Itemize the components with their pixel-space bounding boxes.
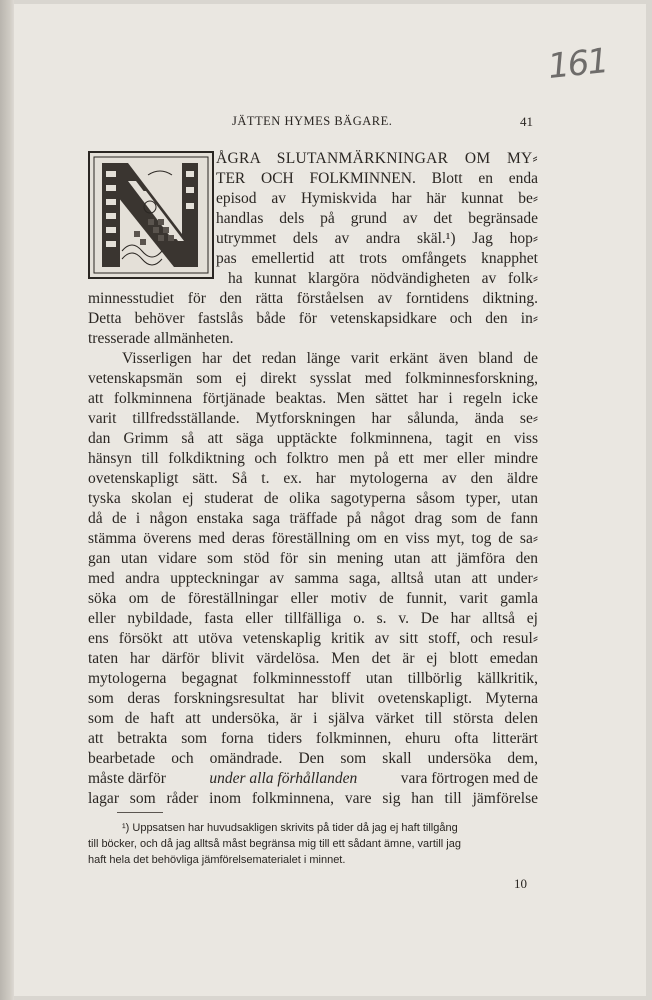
body-line: lagar som råder inom folkminnena, vare sig han till jämförelse (88, 790, 538, 807)
body-line: ha kunnat klargöra nödvändigheten av folk⸗ (228, 270, 538, 287)
body-line: episod av Hymiskvida har här kunnat be⸗ (216, 190, 538, 207)
footnote-line: haft hela det behövliga jämförelsematerialet i minnet. (88, 854, 346, 866)
body-line: att folkminnena förtjänade beaktas. Men sättet har i regeln icke (88, 390, 538, 407)
body-line: taten har därför blivit värdelösa. Men det är ej blott emedan (88, 650, 538, 667)
body-line: gan utan vidare som stöd för sin mening utan att jämföra den (88, 550, 538, 567)
running-head: JÄTTEN HYMES BÄGARE. (232, 114, 393, 128)
body-line: ovetenskapligt sätt. Så t. ex. har mytologerna av den äldre (88, 470, 538, 487)
body-line: stämma överens med deras föreställning om en viss myt, tog de sa⸗ (88, 530, 538, 547)
body-line: Detta behöver fastslås både för vetenskapsidkare och den in⸗ (88, 310, 538, 327)
body-line: vetenskapsmän som ej direkt sysslat med folkminnesforskning, (88, 370, 538, 387)
page-number: 41 (520, 114, 533, 129)
body-line: pas emellertid att trots omfångets knapphet (216, 250, 538, 267)
body-line-mixed (88, 771, 538, 787)
body-line: då de i någon enstaka saga träffade på något drag som de fann (88, 510, 538, 527)
footnote-line: ¹) Uppsatsen har huvudsakligen skrivits på tider då jag ej haft tillgång (122, 822, 458, 834)
footnote-line: till böcker, och då jag alltså måst begränsa mig till ett sådant ämne, vartill jag (88, 838, 461, 850)
body-line: mytologerna begagnat folkminnesstoff utan tillbörlig källkritik, (88, 670, 538, 687)
body-line: ÅGRA SLUTANMÄRKNINGAR OM MY⸗ (216, 150, 538, 167)
footnote-rule (117, 812, 163, 813)
body-line-part: vara förtrogen med de (400, 770, 538, 787)
body-line: TER OCH FOLKMINNEN. Blott en enda (216, 170, 538, 187)
body-line: minnesstudiet för den rätta förståelsen av forntidens diktning. (88, 290, 538, 307)
book-gutter (0, 0, 14, 1000)
body-line: tresserade allmänheten. (88, 330, 234, 347)
body-line: ens försökt att utöva vetenskaplig kritik av sitt stoff, och resul⸗ (88, 630, 538, 647)
body-line: hänsyn till folkdiktning och folktro men på ett mer eller mindre (88, 450, 538, 467)
body-line: Visserligen har det redan länge varit erkänt även bland de (122, 350, 538, 367)
archive-number: 161 (546, 41, 609, 87)
body-line: dan Grimm så att säga upptäckte folkminnena, tagit en viss (88, 430, 538, 447)
signature-mark: 10 (514, 876, 527, 891)
body-line: som deras forskningsresultat har blivit ovetenskapligt. Myterna (88, 690, 538, 707)
body-line: varit tillfredsställande. Mytforskningen har sålunda, ända se⸗ (88, 410, 538, 427)
body-line: eller nybildade, fasta eller tillfälliga o. s. v. De har alltså ej (88, 610, 538, 627)
body-line-part: måste därför (88, 770, 166, 787)
body-line: handlas dels på grund av det begränsade (216, 210, 538, 227)
body-line: med andra uppteckningar av samma saga, alltså utan att under⸗ (88, 570, 538, 587)
body-line: utrymmet dels av andra skäl.¹) Jag hop⸗ (216, 230, 538, 247)
body-line: bearbetade och omändrade. Den som skall undersöka dem, (88, 750, 538, 767)
body-line: att betrakta som forna tiders folkminnen, ehuru ofta litterärt (88, 730, 538, 747)
body-line: söka om de föreställningar eller motiv de funnit, varit gamla (88, 590, 538, 607)
body-line: som de haft att undersöka, är i själva värket till största delen (88, 710, 538, 727)
body-line: tyska skolan ej studerat de olika sagotyperna såsom typer, utan (88, 490, 538, 507)
italic-phrase: under alla förhållanden (209, 770, 358, 787)
ornamental-dropcap (88, 151, 214, 279)
